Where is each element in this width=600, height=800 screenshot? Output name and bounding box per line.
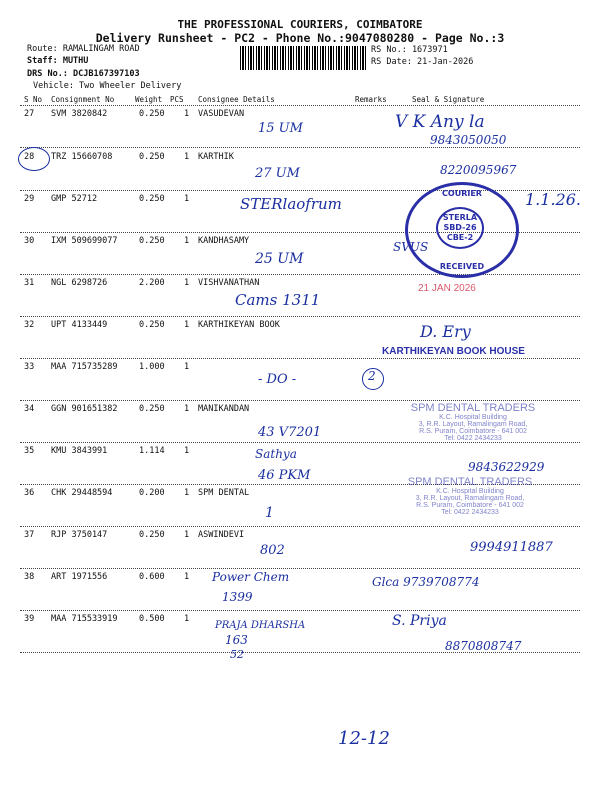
hw-36-note: 1 [265,505,274,521]
row-pcs: 1 [184,614,190,624]
row-consignment: GGN 901651382 [51,404,118,414]
row-consignee: VISHVANATHAN [198,278,260,288]
hw-27-note: 15 UM [258,121,303,136]
row-pcs: 1 [184,109,190,119]
row-sno: 33 [24,362,35,372]
company-title: THE PROFESSIONAL COURIERS, COIMBATORE [177,18,423,31]
row-weight: 1.114 [139,446,165,456]
row-sno: 27 [24,109,35,119]
hw-39-num2: 52 [230,648,244,661]
row-consignment: CHK 29448594 [51,488,113,498]
row-sno: 35 [24,446,35,456]
hw-37-phone: 9994911887 [470,540,553,555]
col-seal: Seal & Signature [412,95,485,104]
col-weight: Weight [135,95,163,104]
header-divider [20,105,580,106]
col-pcs: PCS [170,95,184,104]
row-divider [20,147,580,148]
hw-39-num: 163 [225,633,248,647]
col-consignee: Consignee Details [198,95,275,104]
hw-29-date: 1.1.26. [525,190,581,209]
row-weight: 0.200 [139,488,165,498]
row-consignment: ART 1971556 [51,572,108,582]
hw-28-phone: 8220095967 [440,163,517,177]
row-weight: 0.250 [139,109,165,119]
rs-number: RS No.: 1673971 [371,45,448,55]
row-consignee: KANDHASAMY [198,236,250,246]
rs-date: RS Date: 21-Jan-2026 [371,57,474,67]
row-divider [20,358,580,359]
row-consignment: TRZ 15660708 [51,152,113,162]
row-divider [20,400,580,401]
row-pcs: 1 [184,320,190,330]
spm-stamp-2: SPM DENTAL TRADERS K.C. Hospital Building 3, R.R. Layout, Ramalingam Road, R.S. Puram, Coimbatore - 641 002 Tel: 0422 2434233 [407,476,533,516]
row-sno: 32 [24,320,35,330]
row-sno: 34 [24,404,35,414]
row-divider [20,526,580,527]
row-consignment: KMU 3843991 [51,446,108,456]
hw-29-note: STERlaofrum [240,195,342,213]
row-weight: 0.250 [139,152,165,162]
hw-39-note: PRAJA DHARSHA [215,620,306,631]
hw-33-note: - DO - [258,372,297,387]
row-consignment: GMP 52712 [51,194,98,204]
row-sno: 38 [24,572,35,582]
row-consignment: RJP 3750147 [51,530,108,540]
hw-33-num: 2 [368,369,376,383]
row-sno: 39 [24,614,35,624]
staff: Staff: MUTHU [27,56,89,66]
hw-bottom-note: 12-12 [338,728,390,749]
row-consignee: SPM DENTAL [198,488,250,498]
row-pcs: 1 [184,194,190,204]
row-consignment: MAA 715533919 [51,614,118,624]
row-weight: 0.600 [139,572,165,582]
row-weight: 0.250 [139,404,165,414]
runsheet-subtitle: Delivery Runsheet - PC2 - Phone No.:9047080280 - Page No.:3 [95,31,505,45]
hw-38-num: 1399 [222,590,253,604]
row-pcs: 1 [184,446,190,456]
hw-28-note: 27 UM [255,166,300,181]
row-pcs: 1 [184,572,190,582]
row-consignment: UPT 4133449 [51,320,108,330]
row-sno: 36 [24,488,35,498]
hw-39-sign: S. Priya [392,613,447,629]
hw-37-note: 802 [260,543,285,558]
hw-27-phone: 9843050050 [430,133,507,147]
table-row [0,362,600,404]
hw-30-sign: SVUS [393,240,429,254]
hw-32-sign: D. Ery [420,322,471,341]
row-sno: 28 [24,152,35,162]
row-sno: 31 [24,278,35,288]
hw-35-phone: 9843622929 [468,460,545,474]
courier-received-stamp: COURIER STERLA SBD-26 CBE-2 RECEIVED [405,182,519,278]
hw-27-sign: V K Any la [395,112,485,132]
row-weight: 0.250 [139,530,165,540]
spm-stamp-1: SPM DENTAL TRADERS K.C. Hospital Building 3, R.R. Layout, Ramalingam Road, R.S. Puram, Coimbatore - 641 002 Tel: 0422 2434233 [410,402,536,442]
row-divider [20,316,580,317]
row-pcs: 1 [184,404,190,414]
red-date-stamp: 21 JAN 2026 [418,283,476,294]
row-pcs: 1 [184,362,190,372]
hw-31-note: Cams 1311 [235,291,321,309]
hw-30-note: 25 UM [255,251,304,267]
row-pcs: 1 [184,530,190,540]
row-weight: 1.000 [139,362,165,372]
row-weight: 0.250 [139,194,165,204]
row-consignment: NGL 6298726 [51,278,108,288]
row-sno: 29 [24,194,35,204]
row-consignee: KARTHIK [198,152,234,162]
row-consignment: SVM 3820842 [51,109,108,119]
row-pcs: 1 [184,278,190,288]
row-consignee: KARTHIKEYAN BOOK [198,320,280,330]
row-divider [20,610,580,611]
row-sno: 30 [24,236,35,246]
hw-35-note2: 46 PKM [258,468,311,483]
row-weight: 2.200 [139,278,165,288]
row-consignee: MANIKANDAN [198,404,250,414]
table-row [0,572,600,614]
row-sno: 37 [24,530,35,540]
row-consignment: MAA 715735289 [51,362,118,372]
row-consignee: ASWINDEVI [198,530,245,540]
row-weight: 0.250 [139,320,165,330]
col-sno: S No [24,95,43,104]
row-weight: 0.250 [139,236,165,246]
hw-35-name: Sathya [255,447,297,461]
row-weight: 0.500 [139,614,165,624]
row-consignment: IXM 509699077 [51,236,118,246]
row-pcs: 1 [184,236,190,246]
hw-39-phone: 8870808747 [445,639,522,653]
row-pcs: 1 [184,152,190,162]
hw-38-note: Power Chem [212,570,290,584]
karthikeyan-stamp: KARTHIKEYAN BOOK HOUSE [382,346,525,357]
route: Route: RAMALINGAM ROAD [27,44,140,54]
hw-35-note: 43 V7201 [258,425,322,440]
row-pcs: 1 [184,488,190,498]
row-divider [20,568,580,569]
col-consignment: Consignment No [51,95,115,104]
hw-38-sign: Glca 9739708774 [372,575,480,589]
vehicle: Vehicle: Two Wheeler Delivery [33,81,182,91]
col-remarks: Remarks [355,95,387,104]
row-28-circle [18,147,50,171]
row-consignee: VASUDEVAN [198,109,245,119]
row-divider [20,274,580,275]
drs-number: DRS No.: DCJB167397103 [27,69,140,79]
row-divider [20,442,580,443]
barcode [240,46,366,70]
